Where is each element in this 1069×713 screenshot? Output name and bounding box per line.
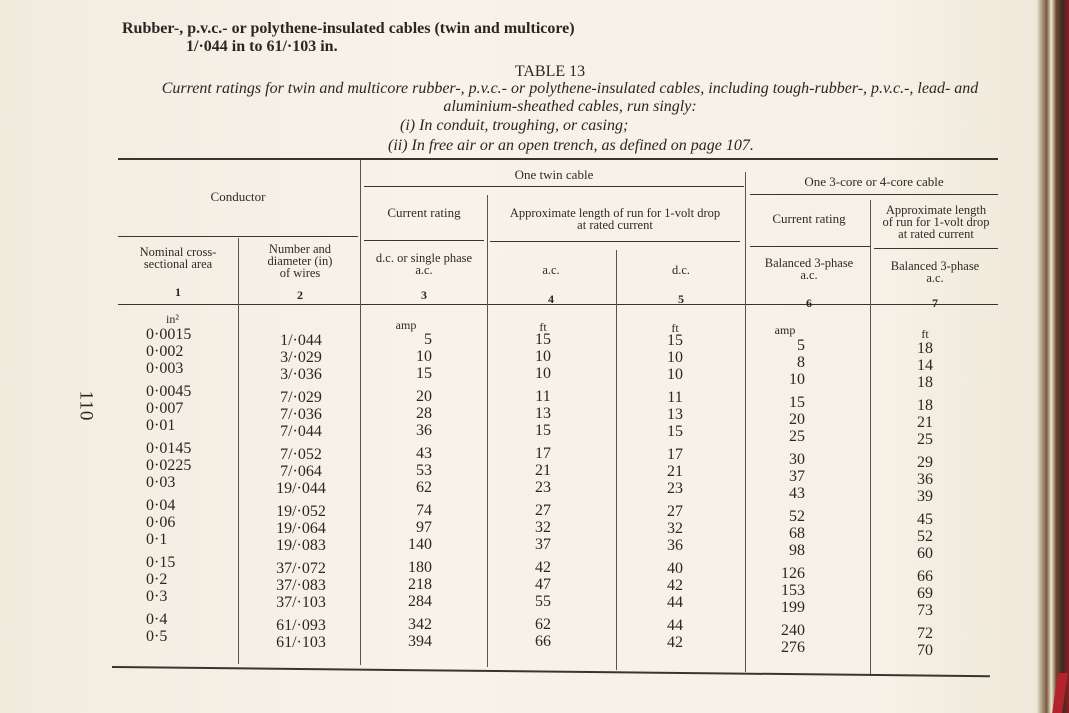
table-cell: 36 bbox=[416, 422, 432, 439]
column-header-2-line2: diameter (in) bbox=[267, 254, 333, 268]
column-number-3: 3 bbox=[421, 288, 427, 302]
table-bottom-rule bbox=[112, 666, 990, 677]
column-number-4: 4 bbox=[548, 292, 554, 306]
table-cell: 23 bbox=[535, 479, 551, 496]
table-cell: 7/·029 bbox=[280, 389, 322, 406]
table-cell: 0·4 bbox=[146, 611, 168, 628]
table-cell: 0·002 bbox=[146, 343, 184, 360]
column-header-3-line2: a.c. bbox=[415, 263, 433, 277]
table-cell: 8 bbox=[797, 354, 805, 371]
table-cell: 74 bbox=[416, 502, 432, 519]
table-cell: 0·2 bbox=[146, 571, 168, 588]
table-cell: 13 bbox=[667, 406, 683, 423]
header-multi-length-line1: Approximate length bbox=[885, 203, 987, 217]
header-multicore-cable: One 3-core or 4-core cable bbox=[804, 174, 944, 189]
subheader-rule-twin-length bbox=[490, 241, 740, 242]
table-top-rule bbox=[118, 158, 998, 160]
table-cell: 15 bbox=[667, 332, 683, 349]
table-cell: 28 bbox=[416, 405, 432, 422]
table-cell: 0·0045 bbox=[146, 383, 192, 400]
table-cell: 45 bbox=[917, 511, 933, 528]
table-cell: 10 bbox=[667, 366, 683, 383]
table-cell: 0·15 bbox=[146, 554, 176, 571]
data-column-7 bbox=[900, 340, 950, 659]
column-header-1-line1: Nominal cross- bbox=[139, 245, 217, 259]
table-cell: 19/·052 bbox=[276, 503, 326, 520]
table-cell: 23 bbox=[667, 480, 683, 497]
column-header-7 bbox=[872, 260, 998, 284]
table-cell: 7/·064 bbox=[280, 463, 322, 480]
table-cell: 72 bbox=[917, 625, 933, 642]
table-cell: 0·003 bbox=[146, 360, 184, 377]
column-header-4-line1: a.c. bbox=[542, 263, 560, 277]
table-cell: 15 bbox=[416, 365, 432, 382]
column-header-1-line2: sectional area bbox=[143, 257, 213, 271]
table-cell: 37 bbox=[789, 468, 805, 485]
column-header-6-line2: a.c. bbox=[800, 268, 818, 282]
table-cell: 36 bbox=[667, 537, 683, 554]
table-cell: 394 bbox=[408, 633, 432, 650]
divider-1-2 bbox=[238, 238, 239, 664]
header-multi-current-rating: Current rating bbox=[772, 211, 846, 226]
table-cell: 15 bbox=[535, 331, 551, 348]
data-column-5 bbox=[650, 332, 700, 651]
column-unit-5: ft bbox=[671, 321, 679, 335]
section-subheading: 1/·044 in to 61/·103 in. bbox=[186, 38, 338, 55]
table-cell: 0·04 bbox=[146, 497, 176, 514]
table-cell: 53 bbox=[416, 462, 432, 479]
table-cell: 47 bbox=[535, 576, 551, 593]
table-cell: 11 bbox=[667, 389, 683, 406]
table-cell: 10 bbox=[789, 371, 805, 388]
table-cell: 17 bbox=[667, 446, 683, 463]
column-unit-1: in² bbox=[166, 312, 179, 326]
table-cell: 27 bbox=[535, 502, 551, 519]
column-header-7-line1: Balanced 3-phase bbox=[890, 259, 980, 273]
column-header-1 bbox=[118, 246, 238, 270]
table-cell: 44 bbox=[667, 594, 683, 611]
table-cell: 55 bbox=[535, 593, 551, 610]
table-cell: 3/·029 bbox=[280, 349, 322, 366]
column-header-4 bbox=[488, 264, 614, 276]
table-cell: 0·1 bbox=[146, 531, 168, 548]
table-cell: 199 bbox=[781, 599, 805, 616]
table-cell: 7/·044 bbox=[280, 423, 322, 440]
column-number-6: 6 bbox=[806, 296, 812, 310]
table-cell: 62 bbox=[416, 479, 432, 496]
table-cell: 32 bbox=[667, 520, 683, 537]
table-cell: 97 bbox=[416, 519, 432, 536]
header-multi-length bbox=[872, 204, 1000, 240]
table-cell: 284 bbox=[408, 593, 432, 610]
table-cell: 21 bbox=[917, 414, 933, 431]
data-column-4 bbox=[518, 331, 568, 650]
column-number-2: 2 bbox=[297, 288, 303, 302]
table-cell: 126 bbox=[781, 565, 805, 582]
data-column-6 bbox=[765, 337, 805, 656]
table-cell: 42 bbox=[667, 577, 683, 594]
subheader-rule-multi-current bbox=[750, 246, 870, 247]
subheader-rule-twin-current bbox=[364, 240, 484, 241]
table-cell: 20 bbox=[416, 388, 432, 405]
conductor-rule bbox=[118, 236, 358, 237]
table-cell: 15 bbox=[667, 423, 683, 440]
column-header-3-line1: d.c. or single phase bbox=[375, 251, 473, 265]
table-cell: 73 bbox=[917, 602, 933, 619]
table-cell: 39 bbox=[917, 488, 933, 505]
table-cell: 52 bbox=[917, 528, 933, 545]
table-cell: 10 bbox=[535, 365, 551, 382]
table-cell: 218 bbox=[408, 576, 432, 593]
divider-twin-multi bbox=[745, 172, 746, 672]
table-cell: 0·06 bbox=[146, 514, 176, 531]
table-cell: 36 bbox=[917, 471, 933, 488]
table-cell: 0·0015 bbox=[146, 326, 192, 343]
header-twin-cable: One twin cable bbox=[514, 167, 594, 182]
multi-group-rule bbox=[750, 194, 998, 195]
page-number: 110 bbox=[75, 390, 97, 422]
column-unit-3: amp bbox=[395, 318, 417, 332]
column-header-5-line1: d.c. bbox=[671, 263, 691, 277]
column-unit-4: ft bbox=[539, 320, 547, 334]
table-cell: 66 bbox=[917, 568, 933, 585]
table-cell: 7/·052 bbox=[280, 446, 322, 463]
table-cell: 3/·036 bbox=[280, 366, 322, 383]
table-cell: 18 bbox=[917, 374, 933, 391]
column-number-1: 1 bbox=[175, 285, 181, 299]
table-cell: 52 bbox=[789, 508, 805, 525]
table-cell: 10 bbox=[667, 349, 683, 366]
table-cell: 0·03 bbox=[146, 474, 176, 491]
column-header-5 bbox=[618, 264, 744, 276]
table-cell: 10 bbox=[416, 348, 432, 365]
header-twin-length-line2: at rated current bbox=[577, 218, 653, 232]
table-cell: 61/·103 bbox=[276, 634, 326, 651]
table-cell: 153 bbox=[781, 582, 805, 599]
column-header-7-line2: a.c. bbox=[926, 271, 944, 285]
column-unit-7: ft bbox=[921, 327, 929, 341]
table-caption: Current ratings for twin and multicore rubber-, p.v.c.- or polythene-insulated cables, including tough-rubber-, p.v.c.-, lead- and aluminium-sheathed cables, run singly: bbox=[161, 80, 979, 115]
column-header-2-line1: Number and bbox=[268, 242, 332, 256]
table-cell: 14 bbox=[917, 357, 933, 374]
table-cell: 0·007 bbox=[146, 400, 184, 417]
table-cell: 70 bbox=[917, 642, 933, 659]
column-header-6-line1: Balanced 3-phase bbox=[764, 256, 854, 270]
table-cell: 17 bbox=[535, 445, 551, 462]
table-cell: 61/·093 bbox=[276, 617, 326, 634]
table-cell: 15 bbox=[535, 422, 551, 439]
column-number-5: 5 bbox=[678, 292, 684, 306]
table-number: TABLE 13 bbox=[514, 63, 586, 80]
table-cell: 7/·036 bbox=[280, 406, 322, 423]
page-edge bbox=[1037, 0, 1069, 713]
table-cell: 43 bbox=[416, 445, 432, 462]
table-cell: 37/·103 bbox=[276, 594, 326, 611]
table-cell: 68 bbox=[789, 525, 805, 542]
table-cell: 21 bbox=[667, 463, 683, 480]
column-header-6 bbox=[748, 257, 870, 281]
data-column-1 bbox=[146, 326, 236, 645]
table-cell: 37/·083 bbox=[276, 577, 326, 594]
table-cell: 27 bbox=[667, 503, 683, 520]
table-cell: 25 bbox=[917, 431, 933, 448]
header-twin-length bbox=[488, 207, 742, 231]
table-cell: 60 bbox=[917, 545, 933, 562]
table-cell: 98 bbox=[789, 542, 805, 559]
table-cell: 10 bbox=[535, 348, 551, 365]
column-header-3 bbox=[362, 252, 486, 276]
table-cell: 0·0225 bbox=[146, 457, 192, 474]
table-cell: 25 bbox=[789, 428, 805, 445]
table-cell: 0·0145 bbox=[146, 440, 192, 457]
table-cell: 44 bbox=[667, 617, 683, 634]
table-cell: 5 bbox=[424, 331, 432, 348]
table-cell: 0·01 bbox=[146, 417, 176, 434]
divider-6-7 bbox=[870, 200, 871, 674]
column-header-2-line3: of wires bbox=[279, 266, 321, 280]
table-cell: 180 bbox=[408, 559, 432, 576]
table-cell: 43 bbox=[789, 485, 805, 502]
table-cell: 37 bbox=[535, 536, 551, 553]
data-column-2 bbox=[256, 332, 346, 651]
header-multi-length-line2: of run for 1-volt drop bbox=[882, 215, 990, 229]
table-cell: 42 bbox=[535, 559, 551, 576]
header-multi-length-line3: at rated current bbox=[898, 227, 974, 241]
table-cell: 140 bbox=[408, 536, 432, 553]
twin-group-rule bbox=[364, 186, 744, 187]
table-cell: 21 bbox=[535, 462, 551, 479]
table-cell: 0·3 bbox=[146, 588, 168, 605]
table-cell: 240 bbox=[781, 622, 805, 639]
divider-conductor-twin bbox=[360, 160, 361, 665]
column-header-2 bbox=[240, 243, 360, 279]
data-column-3 bbox=[380, 331, 432, 650]
table-cell: 0·5 bbox=[146, 628, 168, 645]
table-cell: 29 bbox=[917, 454, 933, 471]
table-cell: 5 bbox=[797, 337, 805, 354]
table-cell: 342 bbox=[408, 616, 432, 633]
divider-4-5 bbox=[616, 250, 617, 670]
condition-2: (ii) In free air or an open trench, as defined on page 107. bbox=[388, 137, 754, 154]
table-cell: 37/·072 bbox=[276, 560, 326, 577]
section-heading: Rubber-, p.v.c.- or polythene-insulated cables (twin and multicore) bbox=[122, 20, 575, 37]
table-cell: 19/·064 bbox=[276, 520, 326, 537]
column-unit-6: amp bbox=[774, 323, 796, 337]
table-cell: 32 bbox=[535, 519, 551, 536]
table-cell: 276 bbox=[781, 639, 805, 656]
table-cell: 15 bbox=[789, 394, 805, 411]
column-number-7: 7 bbox=[932, 296, 938, 310]
table-cell: 13 bbox=[535, 405, 551, 422]
table-cell: 19/·083 bbox=[276, 537, 326, 554]
table-cell: 18 bbox=[917, 340, 933, 357]
table-cell: 62 bbox=[535, 616, 551, 633]
table-cell: 30 bbox=[789, 451, 805, 468]
table-cell: 1/·044 bbox=[280, 332, 322, 349]
subheader-rule-multi-length bbox=[874, 248, 998, 249]
condition-1: (i) In conduit, troughing, or casing; bbox=[400, 117, 629, 134]
header-conductor: Conductor bbox=[210, 189, 266, 204]
table-cell: 20 bbox=[789, 411, 805, 428]
table-cell: 11 bbox=[535, 388, 551, 405]
table-cell: 18 bbox=[917, 397, 933, 414]
header-twin-length-line1: Approximate length of run for 1-volt drop bbox=[509, 206, 721, 220]
table-cell: 66 bbox=[535, 633, 551, 650]
table-cell: 40 bbox=[667, 560, 683, 577]
header-twin-current-rating: Current rating bbox=[387, 205, 461, 220]
table-cell: 69 bbox=[917, 585, 933, 602]
table-cell: 42 bbox=[667, 634, 683, 651]
table-cell: 19/·044 bbox=[276, 480, 326, 497]
